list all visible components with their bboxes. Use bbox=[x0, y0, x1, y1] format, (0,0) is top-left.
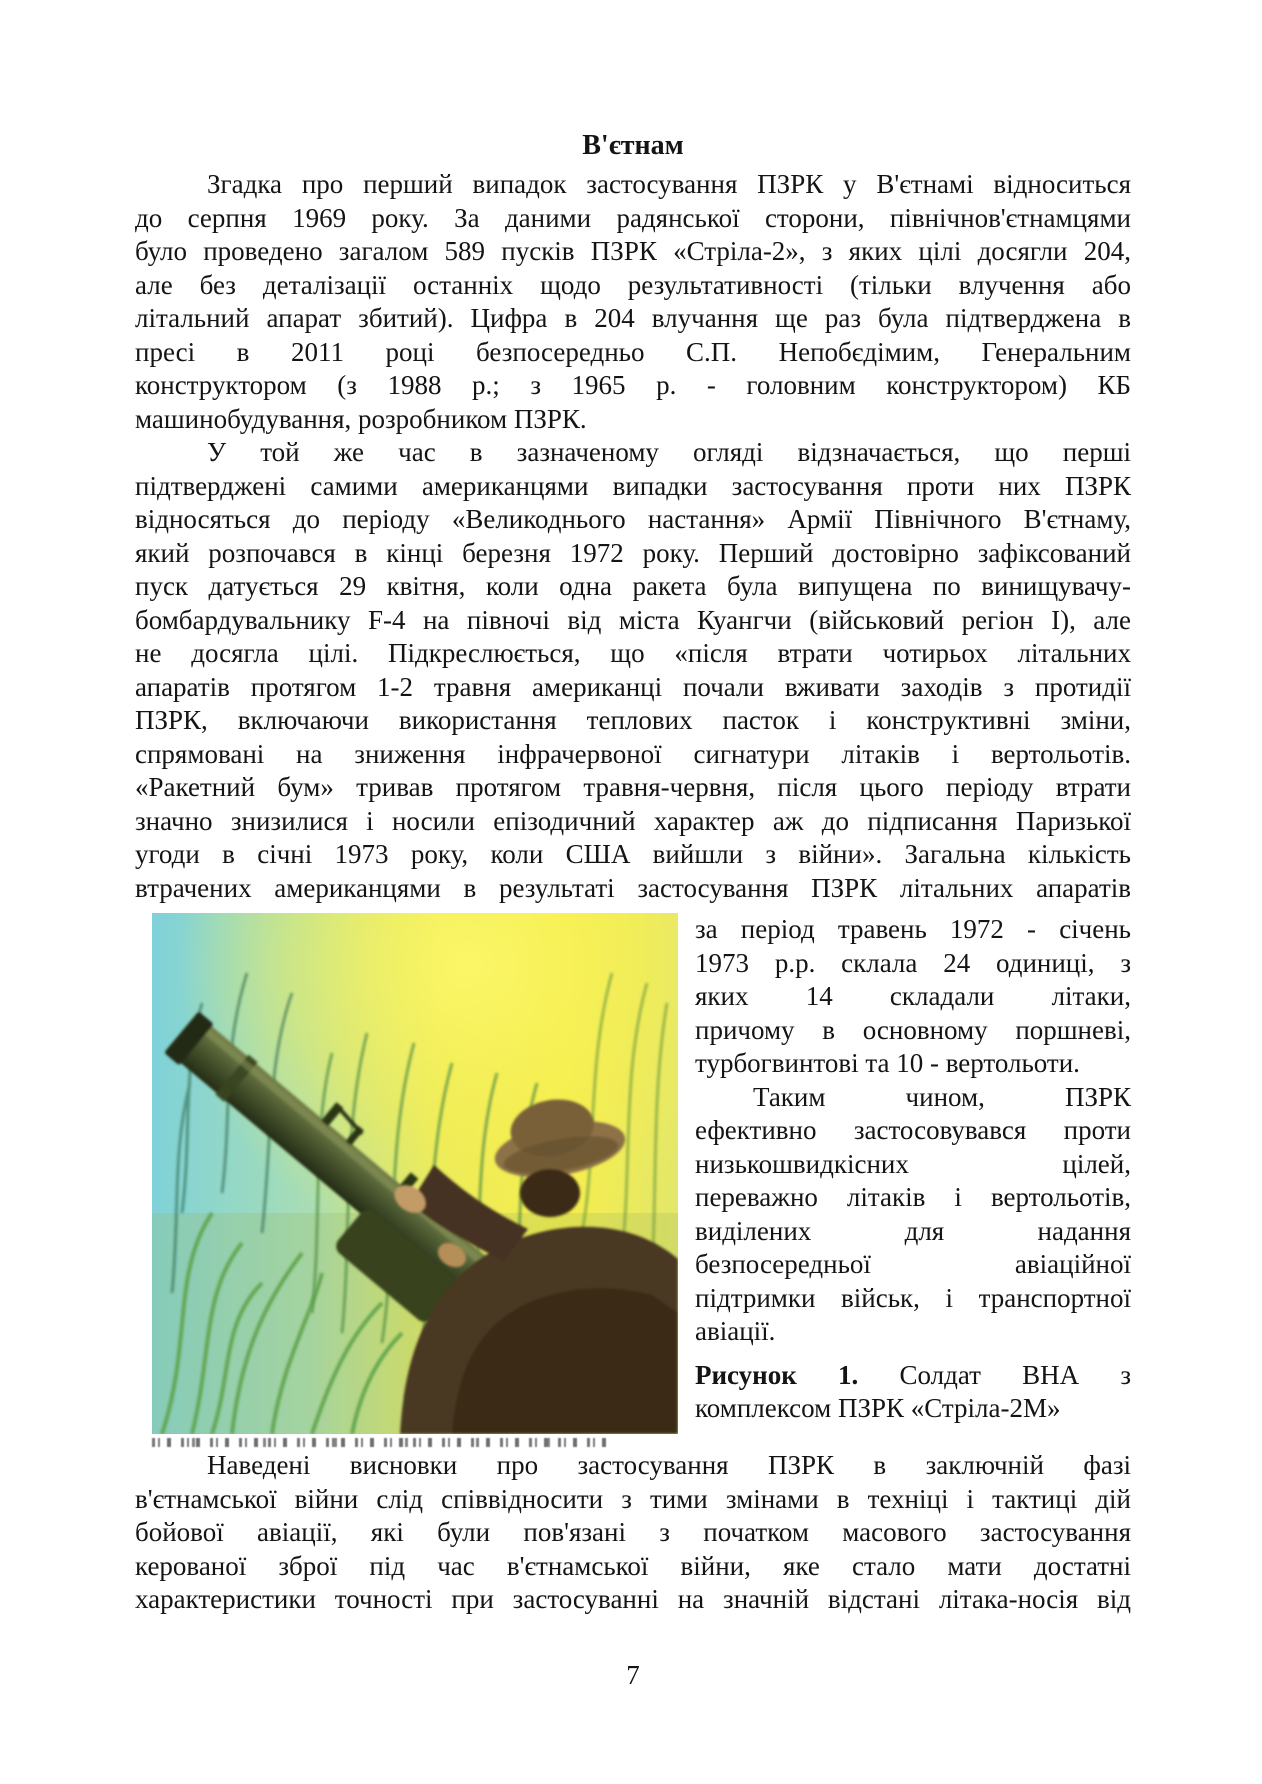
text-line: виділених для надання bbox=[695, 1215, 1131, 1246]
paragraph-1 bbox=[135, 168, 1131, 436]
section-title: В'єтнам bbox=[582, 130, 684, 161]
text-line: апаратів протягом 1-2 травня американці почали вживати заходів з протидії bbox=[135, 671, 1131, 702]
text-line: не досягла цілі. Підкреслюється, що «після втрати чотирьох літальних bbox=[135, 638, 1131, 668]
text-line: було проведено загалом 589 пусків ПЗРК «Стріла-2», з яких цілі досягли 204, bbox=[135, 236, 1131, 266]
text-line: «Ракетний бум» тривав протягом травня-червня, після цього періоду втрати bbox=[135, 772, 1131, 802]
text-line: ПЗРК, включаючи використання теплових пасток і конструктивні зміни, bbox=[135, 705, 1131, 735]
text-line: бомбардувальнику F-4 на півночі від міста Куангчи (військовий регіон I), але bbox=[135, 604, 1131, 635]
text-wrap-column bbox=[695, 913, 1131, 1447]
text-line: У той же час в зазначеному огляді відзначається, що перші bbox=[207, 437, 1131, 467]
text-line: бойової авіації, які були пов'язані з початком масового застосування bbox=[135, 1517, 1131, 1547]
page-number: 7 bbox=[626, 1659, 640, 1690]
text-line: але без деталізації останніх щодо результативності (тільки влучення або bbox=[135, 269, 1131, 300]
page-content bbox=[135, 126, 1131, 1692]
text-line: причому в основному поршневі, bbox=[695, 1014, 1131, 1045]
text-line: втрачених американцями в результаті застосування ПЗРК літальних апаратів bbox=[135, 872, 1131, 903]
paragraph-2-continued bbox=[695, 913, 1131, 1081]
figure-caption-label: Рисунок 1. bbox=[695, 1359, 859, 1390]
text-line: за період травень 1972 - січень bbox=[695, 914, 1131, 944]
text-line: літальний апарат збитий). Цифра в 204 влучання ще раз була підтверджена в bbox=[135, 303, 1131, 333]
text-line: до серпня 1969 року. За даними радянської сторони, північнов'єтнамцями bbox=[135, 202, 1131, 233]
text-line: пуск датується 29 квітня, коли одна ракета була випущена по винищувачу- bbox=[135, 571, 1131, 601]
text-line: авіації. bbox=[695, 1316, 776, 1346]
text-line: безпосередньої авіаційної bbox=[695, 1249, 1131, 1279]
text-line: ефективно застосовувався проти bbox=[695, 1115, 1131, 1145]
text-line: переважно літаків і вертольотів, bbox=[695, 1182, 1131, 1212]
text-line: який розпочався в кінці березня 1972 року. Перший достовірно зафіксований bbox=[135, 537, 1131, 568]
text-line: відносяться до періоду «Великоднього настання» Армії Північного В'єтнаму, bbox=[135, 504, 1131, 534]
figure-caption-text: Солдат ВНА з bbox=[899, 1359, 1132, 1390]
text-line: керованої зброї під час в'єтнамської війни, яке стало мати достатні bbox=[135, 1550, 1131, 1581]
figure-caption-line1 bbox=[695, 1359, 1131, 1393]
text-line: Таким чином, ПЗРК bbox=[753, 1081, 1131, 1112]
figure-caption bbox=[695, 1359, 1131, 1426]
text-line: конструктором (з 1988 р.; з 1965 р. - головним конструктором) КБ bbox=[135, 370, 1131, 400]
text-line: характеристики точності при застосуванні на значній відстані літака-носія від bbox=[135, 1584, 1131, 1614]
figure-photo bbox=[152, 913, 678, 1434]
photo-caption-fragments bbox=[152, 1438, 614, 1447]
text-line: машинобудування, розробником ПЗРК. bbox=[135, 403, 587, 434]
text-line: Згадка про перший випадок застосування ПЗРК у В'єтнамі відноситься bbox=[207, 169, 1131, 199]
text-line: в'єтнамської війни слід співвідносити з тими змінами в техніці і тактиці дій bbox=[135, 1483, 1131, 1514]
figure-row bbox=[135, 913, 1131, 1447]
text-line: угоди в січні 1973 року, коли США вийшли з війни». Загальна кількість bbox=[135, 839, 1131, 869]
text-line: яких 14 складали літаки, bbox=[695, 981, 1131, 1011]
figure bbox=[152, 913, 678, 1447]
text-line: спрямовані на зниження інфрачервоної сигнатури літаків і вертольотів. bbox=[135, 738, 1131, 769]
text-line: турбогвинтові та 10 - вертольоти. bbox=[695, 1048, 1080, 1078]
figure-caption-line2: комплексом ПЗРК «Стріла-2М» bbox=[695, 1393, 1061, 1423]
text-line: пресі в 2011 році безпосередньо С.П. Непобєдімим, Генеральним bbox=[135, 336, 1131, 367]
text-line: 1973 р.р. склала 24 одиниці, з bbox=[695, 947, 1131, 978]
text-line: Наведені висновки про застосування ПЗРК в заключній фазі bbox=[207, 1450, 1131, 1480]
paragraph-2 bbox=[135, 436, 1131, 905]
paragraph-3 bbox=[695, 1081, 1131, 1349]
paragraph-4 bbox=[135, 1449, 1131, 1617]
text-line: низькошвидкісних цілей, bbox=[695, 1148, 1131, 1179]
text-line: підтверджені самими американцями випадки застосування проти них ПЗРК bbox=[135, 470, 1131, 501]
text-line: значно знизилися і носили епізодичний характер аж до підписання Паризької bbox=[135, 805, 1131, 836]
text-line: підтримки військ, і транспортної bbox=[695, 1282, 1131, 1313]
